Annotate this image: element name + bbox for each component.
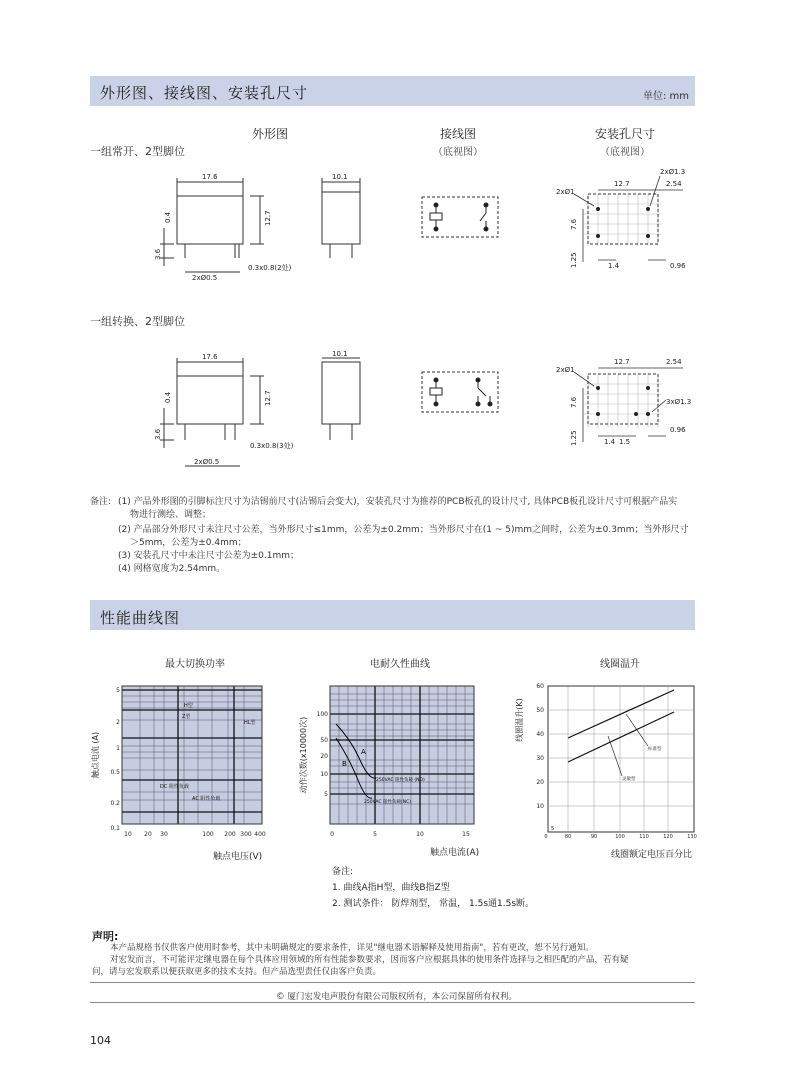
c3-xtick: 110 xyxy=(639,834,649,840)
chart1-switching-power xyxy=(88,680,273,840)
declaration-title: 声明: xyxy=(92,930,119,943)
row1-label: 一组常开、2型脚位 xyxy=(90,145,185,158)
pcb-d13: 2xØ1.3 xyxy=(660,168,686,176)
col-mounting-title: 安装孔尺寸 xyxy=(594,127,655,141)
c3-ytick: 40 xyxy=(536,731,544,738)
section-title: 外形图、接线图、安装孔尺寸 xyxy=(100,84,309,102)
dim-height: 12.7 xyxy=(264,390,272,406)
page-number: 104 xyxy=(90,1034,111,1047)
c3-ytick: 50 xyxy=(536,707,544,714)
c1-xtick: 30 xyxy=(160,831,168,838)
row1-mounting-drawing xyxy=(548,164,698,274)
note-1b: 物进行测绘、调整； xyxy=(130,510,212,520)
c1-xtick: 10 xyxy=(124,831,132,838)
pcb-d1: 2xØ1 xyxy=(556,366,575,374)
c3-label-std: 标准型 xyxy=(648,747,662,752)
c3-ytick: 20 xyxy=(536,779,544,786)
c1-xtick: 20 xyxy=(144,831,152,838)
c3-xtick: 100 xyxy=(615,834,625,840)
dim-length: 17.6 xyxy=(202,173,218,181)
c1-ytick: 1 xyxy=(116,745,120,752)
pcb-w14: 1.4 xyxy=(608,262,620,270)
copyright: © 厦门宏发电声股份有限公司版权所有，本公司保留所有权利。 xyxy=(276,992,517,1002)
col-wiring-sub: （底视图） xyxy=(433,147,483,158)
divider-bottom xyxy=(90,1002,695,1003)
note-4: (4) 网格宽度为2.54mm。 xyxy=(118,564,226,574)
c2-label-b: B xyxy=(342,760,347,768)
chart3-coil-temp-rise xyxy=(510,680,700,840)
c3-xtick: 90 xyxy=(590,834,598,840)
c2-ytick: 100 xyxy=(316,711,328,718)
c3-label-s: 5 xyxy=(551,826,555,832)
c1-xtick: 100 xyxy=(202,831,214,838)
c1-ytick: 5 xyxy=(116,687,120,694)
c2-label-no: 250VAC 阻性负载 (NO) xyxy=(376,778,425,783)
c1-label-dc: DC 阻性负载 xyxy=(160,784,189,790)
col-outline-title: 外形图 xyxy=(251,127,288,141)
c2-label-a: A xyxy=(361,748,366,756)
pcb-w127: 12.7 xyxy=(614,180,630,188)
pcb-h125: 1.25 xyxy=(570,430,578,446)
note-1a: (1) 产品外形图的引脚标注尺寸为沾锡前尺寸(沾锡后会变大)，安装孔尺寸为推荐的PCB板孔的设计尺寸, 具体PCB板孔设计尺寸可根据产品实 xyxy=(118,497,678,507)
chart3-title: 线圈温升 xyxy=(600,659,640,670)
chart2-electrical-endurance xyxy=(296,680,481,840)
row2-wiring-drawing xyxy=(420,370,500,415)
c1-label-hl: HL型 xyxy=(244,720,256,726)
row2-mounting-drawing xyxy=(548,352,698,452)
note-2a: (2) 产品部分外形尺寸未注尺寸公差，当外形尺寸≤1mm，公差为±0.2mm；当外形尺寸在(1 ~ 5)mm之间时，公差为±0.3mm；当外形尺寸 xyxy=(118,525,689,535)
col-wiring-title: 接线图 xyxy=(439,127,476,141)
pcb-h76: 7.6 xyxy=(570,218,578,230)
c1-label-h: H型 xyxy=(184,703,193,709)
c1-ytick: 2 xyxy=(116,719,120,726)
dim-pin-dia: 2xØ0.5 xyxy=(194,458,220,466)
c3-ylabel: 线圈温升(K) xyxy=(515,698,524,742)
row1-outline-drawing xyxy=(150,168,450,288)
note-3: (3) 安装孔尺寸中未注尺寸公差为±0.1mm； xyxy=(118,551,299,561)
c1-ytick: 0.5 xyxy=(110,769,120,776)
c3-xtick: 0 xyxy=(544,834,548,840)
c1-xtick: 300 xyxy=(240,831,252,838)
dim-width: 10.1 xyxy=(332,350,348,358)
c3-xtick: 130 xyxy=(687,834,697,840)
c1-label-z: Z型 xyxy=(182,714,191,720)
c2-ytick: 5 xyxy=(324,791,328,798)
declaration-p1: 本产品规格书仅供客户使用时参考，其中未明确规定的要求条件，详见"继电器术语解释及使用指南"，若有更改，恕不另行通知。 xyxy=(110,943,594,953)
dim-t36: 3.6 xyxy=(154,248,162,260)
unit-label: 单位: mm xyxy=(642,91,689,102)
row2-outline-drawing xyxy=(150,348,450,473)
pcb-d13: 3xØ1.3 xyxy=(666,398,692,406)
declaration-p2b: 问，请与宏发联系以便获取更多的技术支持。但产品选型责任仅由客户负责。 xyxy=(92,967,382,977)
chart3-xlabel: 线圈额定电压百分比 xyxy=(611,850,693,860)
note-2b: ＞5mm，公差为±0.4mm； xyxy=(130,538,247,548)
section-title: 性能曲线图 xyxy=(100,609,181,627)
pcb-w15: 1.5 xyxy=(619,438,631,446)
chart1-xlabel: 触点电压(V) xyxy=(213,852,263,862)
c2-ylabel: 动作次数(x10000次) xyxy=(299,716,308,794)
c1-xtick: 200 xyxy=(224,831,236,838)
dim-length: 17.6 xyxy=(202,353,218,361)
chart2-xlabel: 触点电流(A) xyxy=(430,848,480,858)
c2-ytick: 10 xyxy=(320,771,328,778)
pcb-d1: 2xØ1 xyxy=(556,188,575,196)
c2-ytick: 20 xyxy=(320,753,328,760)
c1-ytick: 0.1 xyxy=(110,825,120,832)
pcb-w096: 0.96 xyxy=(670,262,686,270)
pcb-h76: 7.6 xyxy=(570,396,578,408)
pcb-w127: 12.7 xyxy=(614,358,630,366)
c1-ylabel: 触点电流 (A) xyxy=(91,731,100,779)
c1-xtick: 400 xyxy=(254,831,266,838)
pcb-w096: 0.96 xyxy=(670,426,686,434)
dim-t36: 3.6 xyxy=(154,428,162,440)
chart2-title: 电耐久性曲线 xyxy=(370,659,430,670)
declaration-p2a: 对宏发而言，不可能评定继电器在每个具体应用领域的所有性能参数要求，因而客户应根据具体的使用条件选择与之相匹配的产品，若有疑 xyxy=(110,955,629,965)
c2-xtick: 10 xyxy=(416,831,424,838)
c3-label-low: 灵敏型 xyxy=(622,777,636,782)
remark-2: 2. 测试条件： 防焊剂型， 常温， 1.5s通1.5s断。 xyxy=(332,899,535,909)
c1-ytick: 0.2 xyxy=(110,800,120,807)
pcb-w254: 2.54 xyxy=(666,180,682,188)
section-header-dimensions xyxy=(90,76,695,106)
chart1-title: 最大切换功率 xyxy=(165,659,225,670)
c2-xtick: 0 xyxy=(330,831,334,838)
dim-height: 12.7 xyxy=(264,210,272,226)
c3-xtick: 80 xyxy=(564,834,572,840)
c3-xtick: 120 xyxy=(663,834,673,840)
dim-pin-dia: 2xØ0.5 xyxy=(192,274,218,282)
pcb-h125: 1.25 xyxy=(570,252,578,268)
c2-label-nc: 250VAC 阻性负载(NC) xyxy=(364,800,411,805)
dim-t04: 0.4 xyxy=(164,211,172,223)
notes-prefix: 备注: xyxy=(90,497,112,507)
remarks-title: 备注: xyxy=(332,867,354,877)
dim-t04: 0.4 xyxy=(164,391,172,403)
pcb-w14: 1.4 xyxy=(604,438,616,446)
c3-ytick: 10 xyxy=(536,803,544,810)
dim-pin-size: 0.3x0.8(3处) xyxy=(250,442,294,450)
row1-wiring-drawing xyxy=(420,195,500,240)
c3-ytick: 30 xyxy=(536,755,544,762)
c2-ytick: 50 xyxy=(320,737,328,744)
c2-xtick: 15 xyxy=(462,831,470,838)
remark-1: 1. 曲线A指H型，曲线B指Z型 xyxy=(332,883,450,893)
section-header-curves xyxy=(90,600,695,630)
row2-label: 一组转换、2型脚位 xyxy=(90,315,185,328)
c1-label-ac: AC 阻性负载 xyxy=(192,796,221,802)
col-mounting-sub: （底视图） xyxy=(600,147,650,158)
divider-top xyxy=(90,982,695,983)
notes-block xyxy=(90,496,695,576)
pcb-w254: 2.54 xyxy=(666,358,682,366)
c3-ytick: 60 xyxy=(536,683,544,690)
c2-xtick: 5 xyxy=(373,831,377,838)
dim-pin-size: 0.3x0.8(2处) xyxy=(248,264,292,272)
dim-width: 10.1 xyxy=(332,173,348,181)
